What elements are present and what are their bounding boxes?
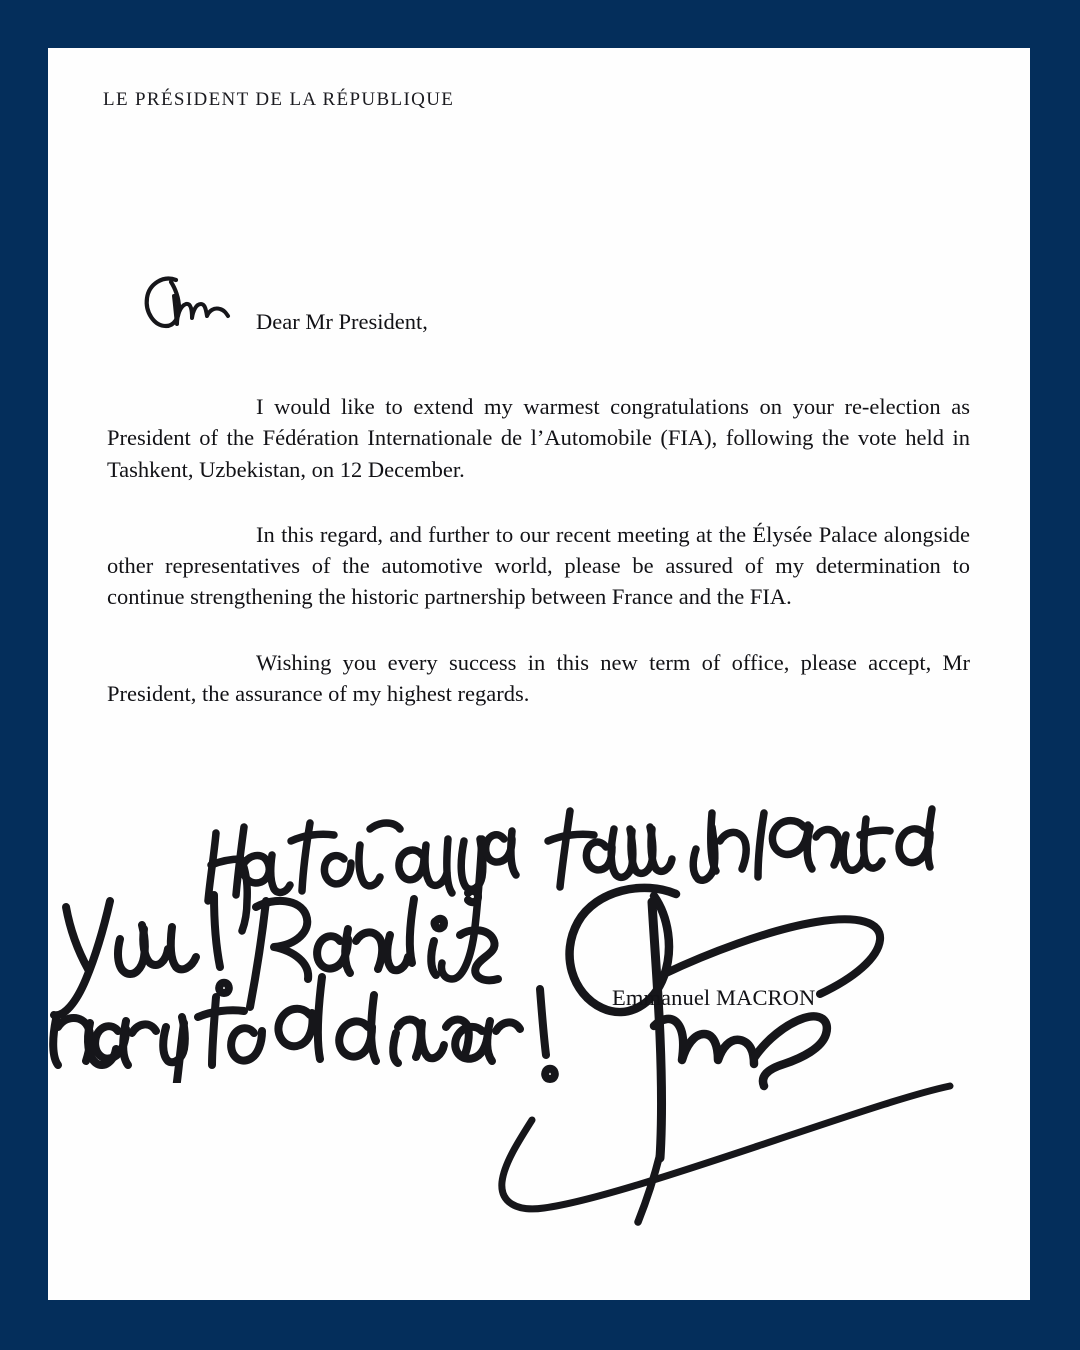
letterhead-title: LE PRÉSIDENT DE LA RÉPUBLIQUE <box>103 89 455 110</box>
letter-paragraph-3: Wishing you every success in this new term of office, please accept, Mr President, the assurance of my highest regards. <box>107 649 970 707</box>
salutation-line <box>107 306 970 337</box>
letter-paragraph-1: I would like to extend my warmest congratulations on your re-election as President of the Fédération Internationale de l’Automobile (FIA), following the vote held in Tashkent, Uzbekistan, on 12 December. <box>107 394 970 482</box>
salutation-text: Dear Mr President, <box>256 309 428 334</box>
handwritten-signature <box>468 858 1008 1258</box>
handwritten-note <box>48 783 1030 1083</box>
letter-paragraph-2: In this regard, and further to our recent meeting at the Élysée Palace alongside other representatives of the automotive world, please be assured of my determination to continue strengthening the historic partnership between France and the FIA. <box>107 521 970 610</box>
handwritten-monogram-icon <box>141 272 231 334</box>
letter-page <box>48 48 1030 1300</box>
letter-body <box>107 306 970 709</box>
signature-printed-name: Emmanuel MACRON <box>612 985 816 1010</box>
